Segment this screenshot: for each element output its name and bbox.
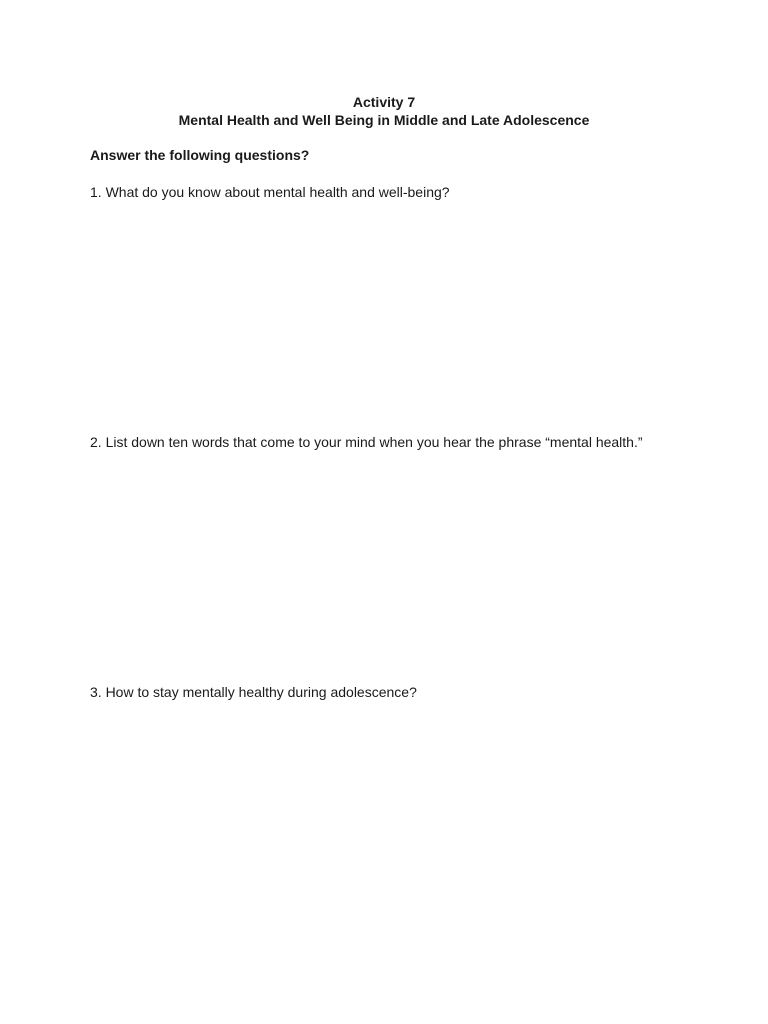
- question-1: 1. What do you know about mental health and well-being?: [90, 184, 450, 200]
- activity-subtitle: Mental Health and Well Being in Middle and Late Adolescence: [178, 112, 590, 128]
- question-3: 3. How to stay mentally healthy during adolescence?: [90, 684, 417, 700]
- activity-title: Activity 7: [352, 94, 416, 110]
- answer-space-3: [90, 705, 676, 995]
- answer-space-1: [90, 205, 676, 425]
- instructions-heading: Answer the following questions?: [90, 147, 310, 163]
- answer-space-2: [90, 473, 676, 673]
- question-2: 2. List down ten words that come to your mind when you hear the phrase “mental health.”: [90, 434, 643, 450]
